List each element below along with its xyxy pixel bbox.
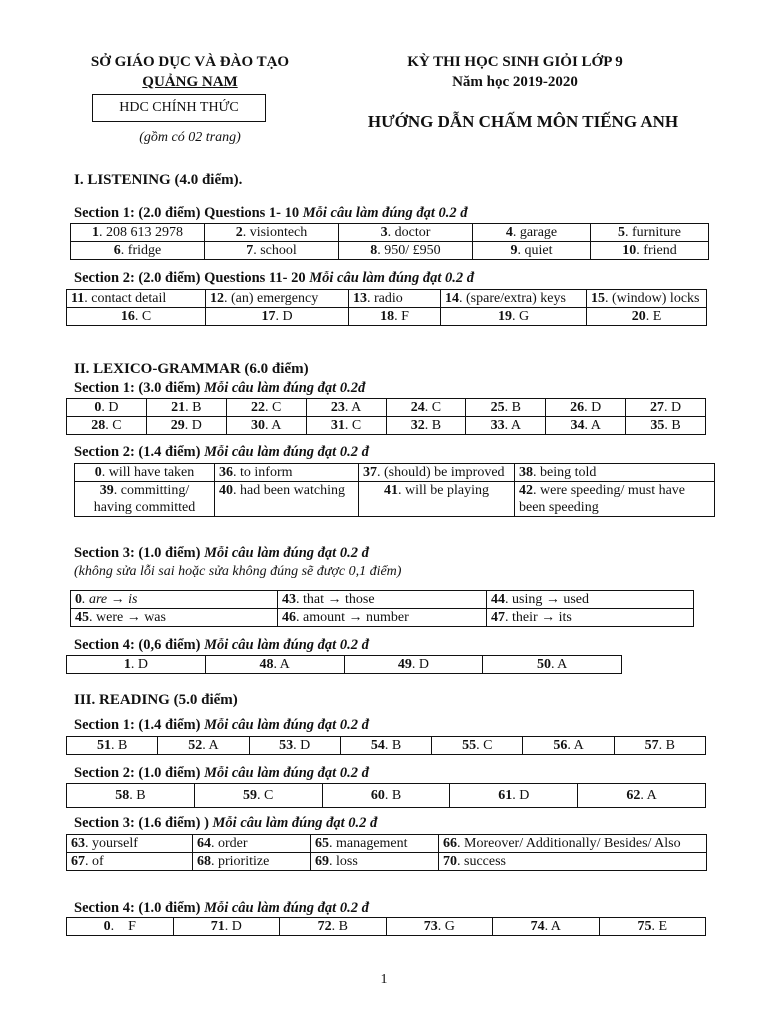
table-row <box>71 242 709 260</box>
table-row <box>71 224 709 242</box>
reading-section-3-table <box>66 834 707 871</box>
listening-heading: I. LISTENING (4.0 điểm). <box>74 172 243 188</box>
answer-cell: 43. that → those <box>278 591 487 609</box>
answer-cell: 36. to inform <box>215 464 359 482</box>
scoring-rule: Mỗi câu làm đúng đạt 0.2 đ <box>204 765 369 781</box>
answer-cell: 14. (spare/extra) keys <box>441 290 587 308</box>
answer-cell: 73. G <box>386 918 493 936</box>
answer-cell: 38. being told <box>515 464 715 482</box>
answer-cell: 7. school <box>205 242 339 260</box>
scoring-rule: Mỗi câu làm đúng đạt 0.2 đ <box>204 545 369 561</box>
answer-cell: 47. their → its <box>487 609 694 627</box>
scoring-rule: Mỗi câu làm đúng đạt 0.2 đ <box>204 717 369 733</box>
scoring-rule: Mỗi câu làm đúng đạt 0.2 đ <box>212 815 378 831</box>
section-label: Section 2: (2.0 điểm) Questions 11- 20 <box>74 270 306 286</box>
answer-cell: 74. A <box>493 918 600 936</box>
department-line-1: SỞ GIÁO DỤC VÀ ĐÀO TẠO <box>90 54 290 70</box>
table-row <box>67 835 707 853</box>
reading-section-2-heading <box>74 765 369 782</box>
answer-cell: 51. B <box>67 737 158 755</box>
scoring-rule: Mỗi câu làm đúng đạt 0.2 đ <box>204 900 369 916</box>
answer-cell: 42. were speeding/ must have been speeding <box>515 482 715 517</box>
answer-cell: 3. doctor <box>339 224 473 242</box>
answer-cell: 19. G <box>441 308 587 326</box>
answer-cell: 20. E <box>587 308 707 326</box>
answer-cell: 35. B <box>626 417 706 435</box>
answer-cell: 61. D <box>450 784 578 808</box>
scoring-rule: Mỗi câu làm đúng đạt 0.2 đ <box>309 270 474 286</box>
answer-cell: 0. D <box>67 399 147 417</box>
answer-cell: 45. were → was <box>71 609 278 627</box>
page-number: 1 <box>380 972 388 987</box>
answer-cell: 22. C <box>226 399 306 417</box>
answer-cell: 29. D <box>146 417 226 435</box>
answer-cell: 33. A <box>466 417 546 435</box>
answer-cell: 54. B <box>340 737 431 755</box>
answer-cell: 56. A <box>523 737 614 755</box>
answer-cell: 34. A <box>546 417 626 435</box>
table-row <box>67 399 706 417</box>
exam-name: KỲ THI HỌC SINH GIỎI LỚP 9 <box>407 54 623 70</box>
answer-cell: 68. prioritize <box>193 853 311 871</box>
answer-cell: 23. A <box>306 399 386 417</box>
table-row <box>67 417 706 435</box>
answer-cell: 64. order <box>193 835 311 853</box>
answer-cell: 1. D <box>67 656 206 674</box>
answer-cell: 75. E <box>599 918 706 936</box>
answer-cell: 52. A <box>158 737 249 755</box>
department-header <box>70 52 310 92</box>
answer-cell: 26. D <box>546 399 626 417</box>
answer-cell: 10. friend <box>591 242 709 260</box>
answer-cell: 44. using → used <box>487 591 694 609</box>
answer-cell: 60. B <box>322 784 450 808</box>
answer-cell: 63. yourself <box>67 835 193 853</box>
section-label: Section 1: (2.0 điểm) Questions 1- 10 <box>74 205 300 221</box>
answer-cell: 5. furniture <box>591 224 709 242</box>
answer-cell: 27. D <box>626 399 706 417</box>
answer-cell: 65. management <box>311 835 439 853</box>
answer-cell: 71. D <box>173 918 280 936</box>
scoring-rule: Mỗi câu làm đúng đạt 0.2 đ <box>204 444 369 460</box>
section-label: Section 4: (1.0 điểm) <box>74 900 201 916</box>
scoring-rule: Mỗi câu làm đúng đạt 0.2đ <box>204 380 366 396</box>
answer-cell: 12. (an) emergency <box>206 290 349 308</box>
answer-cell: 58. B <box>67 784 195 808</box>
table-row <box>67 853 707 871</box>
answer-cell: 0. will have taken <box>75 464 215 482</box>
answer-cell: 41. will be playing <box>359 482 515 517</box>
answer-cell: 57. B <box>614 737 705 755</box>
grammar-section-4-table <box>66 655 622 674</box>
answer-cell: 28. C <box>67 417 147 435</box>
answer-cell: 69. loss <box>311 853 439 871</box>
lexico-grammar-heading: II. LEXICO-GRAMMAR (6.0 điểm) <box>74 361 309 377</box>
table-row <box>75 464 715 482</box>
document-title: HƯỚNG DẪN CHẤM MÔN TIẾNG ANH <box>367 112 679 131</box>
department-line-2: QUẢNG NAM <box>142 74 238 90</box>
reading-section-1-heading <box>74 717 369 734</box>
table-row <box>67 656 622 674</box>
school-year: Năm học 2019-2020 <box>452 74 578 90</box>
page-count-note: (gồm có 02 trang) <box>139 130 241 145</box>
answer-cell: 50. A <box>483 656 622 674</box>
answer-cell: 0. F <box>67 918 174 936</box>
grammar-section-1-table <box>66 398 706 435</box>
answer-cell: 0. are → is <box>71 591 278 609</box>
answer-cell: 17. D <box>206 308 349 326</box>
answer-cell: 39. committing/ having committed <box>75 482 215 517</box>
table-row <box>67 784 706 808</box>
answer-cell: 32. B <box>386 417 466 435</box>
grammar-section-3-table <box>70 590 694 627</box>
section-label: Section 1: (3.0 điểm) <box>74 380 201 396</box>
grammar-section-1-heading <box>74 380 365 397</box>
section-label: Section 2: (1.0 điểm) <box>74 765 201 781</box>
answer-cell: 15. (window) locks <box>587 290 707 308</box>
reading-section-4-table <box>66 917 706 936</box>
answer-cell: 8. 950/ £950 <box>339 242 473 260</box>
listening-section-1-heading <box>74 205 468 222</box>
grammar-section-2-table <box>74 463 715 517</box>
reading-section-1-table <box>66 736 706 755</box>
answer-cell: 2. visiontech <box>205 224 339 242</box>
answer-cell: 11. contact detail <box>67 290 206 308</box>
answer-cell: 9. quiet <box>473 242 591 260</box>
answer-cell: 46. amount → number <box>278 609 487 627</box>
answer-cell: 48. A <box>205 656 344 674</box>
table-row <box>75 482 715 517</box>
answer-cell: 1. 208 613 2978 <box>71 224 205 242</box>
table-row <box>67 290 707 308</box>
answer-cell: 53. D <box>249 737 340 755</box>
answer-cell: 24. C <box>386 399 466 417</box>
table-row <box>71 609 694 627</box>
listening-section-1-table <box>70 223 709 260</box>
section-label: Section 3: (1.6 điểm) ) <box>74 815 209 831</box>
grammar-section-2-heading <box>74 444 369 461</box>
reading-heading: III. READING (5.0 điểm) <box>74 692 238 708</box>
section-label: Section 4: (0,6 điểm) <box>74 637 201 653</box>
scoring-rule: Mỗi câu làm đúng đạt 0.2 đ <box>302 205 468 221</box>
answer-cell: 25. B <box>466 399 546 417</box>
reading-section-2-table <box>66 783 706 808</box>
answer-cell: 62. A <box>578 784 706 808</box>
table-row <box>67 737 706 755</box>
table-row <box>67 918 706 936</box>
answer-cell: 31. C <box>306 417 386 435</box>
section-label: Section 2: (1.4 điểm) <box>74 444 201 460</box>
exam-header <box>370 52 660 92</box>
listening-section-2-heading <box>74 270 474 287</box>
answer-cell: 4. garage <box>473 224 591 242</box>
answer-cell: 6. fridge <box>71 242 205 260</box>
answer-cell: 30. A <box>226 417 306 435</box>
answer-cell: 13. radio <box>349 290 441 308</box>
section-label: Section 3: (1.0 điểm) <box>74 545 201 561</box>
partial-credit-note: (không sửa lỗi sai hoặc sửa không đúng sẽ được 0,1 điểm) <box>74 564 402 579</box>
answer-cell: 55. C <box>432 737 523 755</box>
reading-section-3-heading <box>74 815 377 832</box>
answer-cell: 21. B <box>146 399 226 417</box>
listening-section-2-table <box>66 289 707 326</box>
scoring-rule: Mỗi câu làm đúng đạt 0.2 đ <box>204 637 369 653</box>
answer-cell: 59. C <box>194 784 322 808</box>
section-label: Section 1: (1.4 điểm) <box>74 717 201 733</box>
reading-section-4-heading <box>74 900 369 917</box>
answer-cell: 72. B <box>280 918 387 936</box>
answer-cell: 49. D <box>344 656 483 674</box>
grammar-section-3-heading <box>74 545 369 562</box>
answer-cell: 40. had been watching <box>215 482 359 517</box>
answer-cell: 66. Moreover/ Additionally/ Besides/ Also <box>439 835 707 853</box>
answer-cell: 18. F <box>349 308 441 326</box>
official-stamp-box: HDC CHÍNH THỨC <box>92 94 266 122</box>
table-row <box>67 308 707 326</box>
grammar-section-4-heading <box>74 637 369 654</box>
answer-cell: 37. (should) be improved <box>359 464 515 482</box>
answer-cell: 70. success <box>439 853 707 871</box>
answer-cell: 16. C <box>67 308 206 326</box>
table-row <box>71 591 694 609</box>
answer-cell: 67. of <box>67 853 193 871</box>
